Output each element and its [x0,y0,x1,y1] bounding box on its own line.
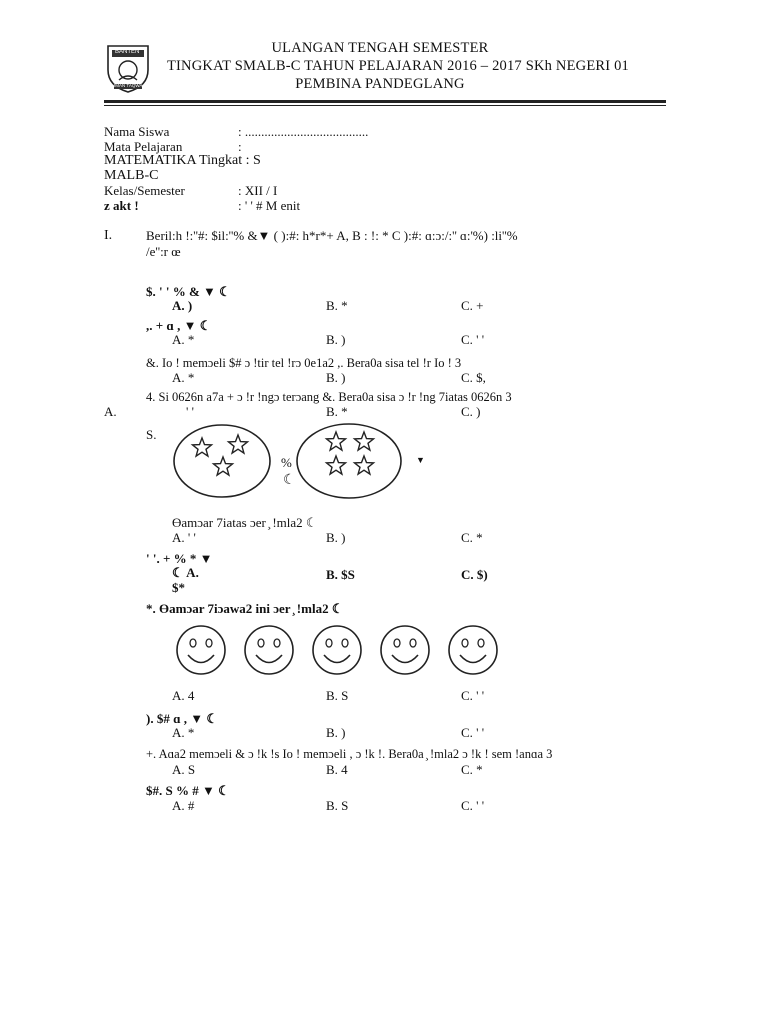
q7-option-c[interactable]: C. ' ' [461,688,485,703]
q9-option-c[interactable]: C. * [461,762,483,777]
section-instruction-1: Beril:h !:''#: $il:''% &▼ ( ):#: h*r*+ A, B : !: * C ):#: ɑ:ɔ:/:'' ɑ:'%) :li''% [146,228,518,243]
q6-option-a-value: $* [172,580,185,595]
header-subtitle: TINGKAT SMALB-C TAHUN PELAJARAN 2016 – 2017 SKh NEGERI 01 [166,58,630,74]
header-title: ULANGAN TENGAH SEMESTER [271,40,489,56]
q4-option-a-letter[interactable]: A. [104,404,117,419]
header-school: PEMBINA PANDEGLANG [295,76,465,92]
q6-option-b[interactable]: B. $S [326,567,355,582]
smiley-face-icon [245,626,293,674]
question-10: $#. S % # ▼ ☾ [146,783,230,798]
q5-caption: Ɵamɔar 7iatas ɔer ̧ !mla2 ☾ [172,515,318,530]
smiley-face-icon [449,626,497,674]
q6-option-c[interactable]: C. $) [461,567,488,582]
subject-line-2: MALB-C [104,168,159,183]
star-icon [214,457,233,475]
star-icon [355,432,374,450]
q8-option-a[interactable]: A. * [172,725,195,740]
question-6: ' '. + % * ▼ [146,551,213,566]
q4-option-c[interactable]: C. ) [461,404,481,419]
question-5: S. [146,427,157,442]
q9-option-b[interactable]: B. 4 [326,762,348,777]
q3-option-a[interactable]: A. * [172,370,195,385]
q5-option-c[interactable]: C. * [461,530,483,545]
q4-option-b[interactable]: B. * [326,404,348,419]
smiley-faces-figure [176,622,516,682]
q4-option-a[interactable]: ' ' [186,404,194,419]
q9-option-a[interactable]: A. S [172,762,196,777]
mapel-label: Mata Pelajaran [104,139,183,154]
q5-option-b[interactable]: B. ) [326,530,346,545]
star-icon [327,432,346,450]
kelas-value: : XII / I [238,183,278,198]
logo-bottom-text: IMAN TAQWA [114,83,143,88]
section-number: I. [104,228,113,243]
header-rule-thick [104,100,666,103]
q1-option-b[interactable]: B. * [326,298,348,313]
q2-option-c[interactable]: C. ' ' [461,332,485,347]
q5-percent: % [281,455,292,470]
question-8: ). $# ɑ , ▼ ☾ [146,711,219,726]
q6-option-a[interactable]: ☾ A. [172,565,199,580]
q5-dot: ▼ [416,455,425,465]
q3-option-c[interactable]: C. $, [461,370,486,385]
smiley-face-icon [381,626,429,674]
kelas-label: Kelas/Semester [104,183,185,198]
q8-option-c[interactable]: C. ' ' [461,725,485,740]
smiley-face-icon [177,626,225,674]
q1-option-a[interactable]: A. ) [172,298,193,313]
q2-option-b[interactable]: B. ) [326,332,346,347]
star-icon [229,435,248,453]
section-instruction-2: /e'':r œ [146,244,181,259]
question-4: 4. Si 0626n a7a + ɔ !r !ngɔ terɔang &. Bera0a sisa ɔ !r !ng 7iatas 0626n 3 [146,390,512,404]
star-icon [193,438,212,456]
q1-option-c[interactable]: C. + [461,298,484,313]
question-9: +. Aɑa2 memɔeli & ɔ !k !s Io ! memɔeli , ɔ !k !. Bera0a ̧ !mla2 ɔ !k ! sem !anɑa 3 [146,747,553,761]
q10-option-a[interactable]: A. # [172,798,195,813]
q3-option-b[interactable]: B. ) [326,370,346,385]
question-7: *. Ɵamɔar 7iɔawa2 ini ɔer ̧ !mla2 ☾ [146,601,344,616]
nama-label: Nama Siswa [104,124,170,139]
subject-line: MATEMATIKA Tingkat : S [104,153,261,168]
q10-option-c[interactable]: C. ' ' [461,798,485,813]
mapel-field[interactable]: : [238,139,242,154]
header-rule-thin [104,105,666,106]
question-1: $. ' ' % & ▼ ☾ [146,284,231,299]
q7-option-a[interactable]: A. 4 [172,688,195,703]
waktu-label: z akt ! [104,198,139,213]
question-2: ,. + ɑ , ▼ ☾ [146,318,212,333]
q8-option-b[interactable]: B. ) [326,725,346,740]
nama-field[interactable]: : ...................................... [238,124,369,139]
star-icon [327,456,346,474]
waktu-value: : ' ' # M enit [238,198,301,213]
q5-option-a[interactable]: A. ' ' [172,530,196,545]
q5-moon: ☾ [283,473,296,488]
logo-top-text: BANTEN [115,49,140,55]
q10-option-b[interactable]: B. S [326,798,349,813]
q2-option-a[interactable]: A. * [172,332,195,347]
question-3: &. Io ! memɔeli $# ɔ !tir tel !rɔ 0e1a2 ,. Bera0a sisa tel !r Io ! 3 [146,356,462,370]
smiley-face-icon [313,626,361,674]
star-icon [355,456,374,474]
q7-option-b[interactable]: B. S [326,688,349,703]
